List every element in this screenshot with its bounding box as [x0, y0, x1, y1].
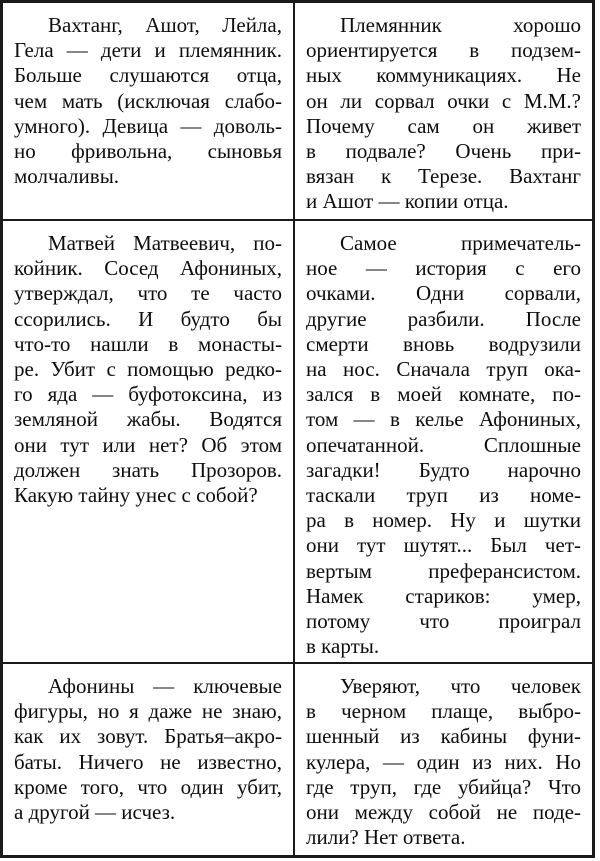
text-line: смерти вновь водрузили [306, 331, 581, 356]
text-line: Афонины — ключевые [48, 674, 282, 698]
text-line: таскали труп из номе- [306, 483, 581, 508]
text-line: потому что проиграл [306, 609, 581, 634]
text-line: умного). Девица — доволь- [14, 113, 282, 138]
text-line: го яда — буфотоксина, из [14, 382, 282, 407]
text-line: том — в келье Афониных, [306, 407, 581, 432]
text-line: как их зовут. Братья–акро- [14, 724, 282, 749]
text-line: а другой — исчез. [14, 800, 176, 825]
table-cell-r2c2 [295, 221, 592, 664]
text-line: койник. Сосед Афониных, [14, 256, 282, 281]
text-line: Вахтанг, Ашот, Лейла, [48, 13, 282, 37]
text-line: в карты. [306, 634, 380, 659]
text-line: Самое примечатель- [340, 231, 581, 255]
text-line: очками. Одни сорвали, [306, 281, 581, 306]
text-line: они между собой не поде- [306, 800, 581, 825]
text-line: но фривольна, сыновья [14, 139, 282, 164]
text-line: Какую тайну унес с собой? [14, 483, 258, 508]
table-cell-r3c2 [295, 664, 592, 855]
text-line: он ли сорвал очки с М.М.? [306, 88, 581, 113]
text-line: ра в номер. Ну и шутки [306, 508, 581, 533]
text-line: в черном плаще, выбро- [306, 699, 581, 724]
text-line: вязан к Терезе. Вахтанг [306, 164, 581, 189]
text-line: Уверяют, что человек [340, 674, 581, 698]
text-line: Гела — дети и племянник. [14, 38, 282, 63]
text-line: Почему сам он живет [306, 113, 581, 138]
table-cell-r3c1 [3, 664, 295, 855]
text-line: ре. Убит с помощью редко- [14, 357, 282, 382]
text-line: ориентируется в подзем- [306, 38, 581, 63]
text-line: Племянник хорошо [340, 13, 581, 37]
table-cell-r1c2 [295, 3, 592, 221]
text-line: в подвале? Очень при- [306, 139, 581, 164]
text-line: лили? Нет ответа. [306, 825, 466, 850]
text-line: ное — история с его [306, 256, 581, 281]
text-line: Больше слушаются отца, [14, 63, 282, 88]
text-line: на нос. Сначала труп ока- [306, 357, 581, 382]
text-line: Намек стариков: умер, [306, 583, 581, 608]
text-line: фигуры, но я даже не знаю, [14, 699, 282, 724]
text-line: должен знать Прозоров. [14, 457, 282, 482]
text-line: ных коммуникациях. Не [306, 63, 581, 88]
text-line: Матвей Матвеевич, по- [48, 231, 282, 255]
text-line: баты. Ничего не известно, [14, 749, 282, 774]
text-line: чем мать (исключая слабо- [14, 88, 282, 113]
text-line: кулера, — один из них. Но [306, 749, 581, 774]
text-line: шенный из кабины фуни- [306, 724, 581, 749]
text-line: утверждал, что те часто [14, 281, 282, 306]
text-line: и Ашот — копии отца. [306, 189, 509, 214]
text-line: что-то нашли в монасты- [14, 331, 282, 356]
text-line: они тут шутят... Был чет- [306, 533, 581, 558]
text-line: где труп, где убийца? Что [306, 774, 581, 799]
text-line: опечатанной. Сплошные [306, 432, 581, 457]
text-line: земляной жабы. Водятся [14, 407, 282, 432]
text-line: они тут или нет? Об этом [14, 432, 282, 457]
text-line: кроме того, что один убит, [14, 774, 282, 799]
text-line: зался в моей комнате, по- [306, 382, 581, 407]
text-line: молчаливы. [14, 164, 120, 189]
text-line: вертым преферансистом. [306, 558, 581, 583]
text-line: ссорились. И будто бы [14, 306, 282, 331]
text-line: другие разбили. После [306, 306, 581, 331]
table-cell-r2c1 [3, 221, 295, 664]
text-line: загадки! Будто нарочно [306, 457, 581, 482]
table-cell-r1c1 [3, 3, 295, 221]
